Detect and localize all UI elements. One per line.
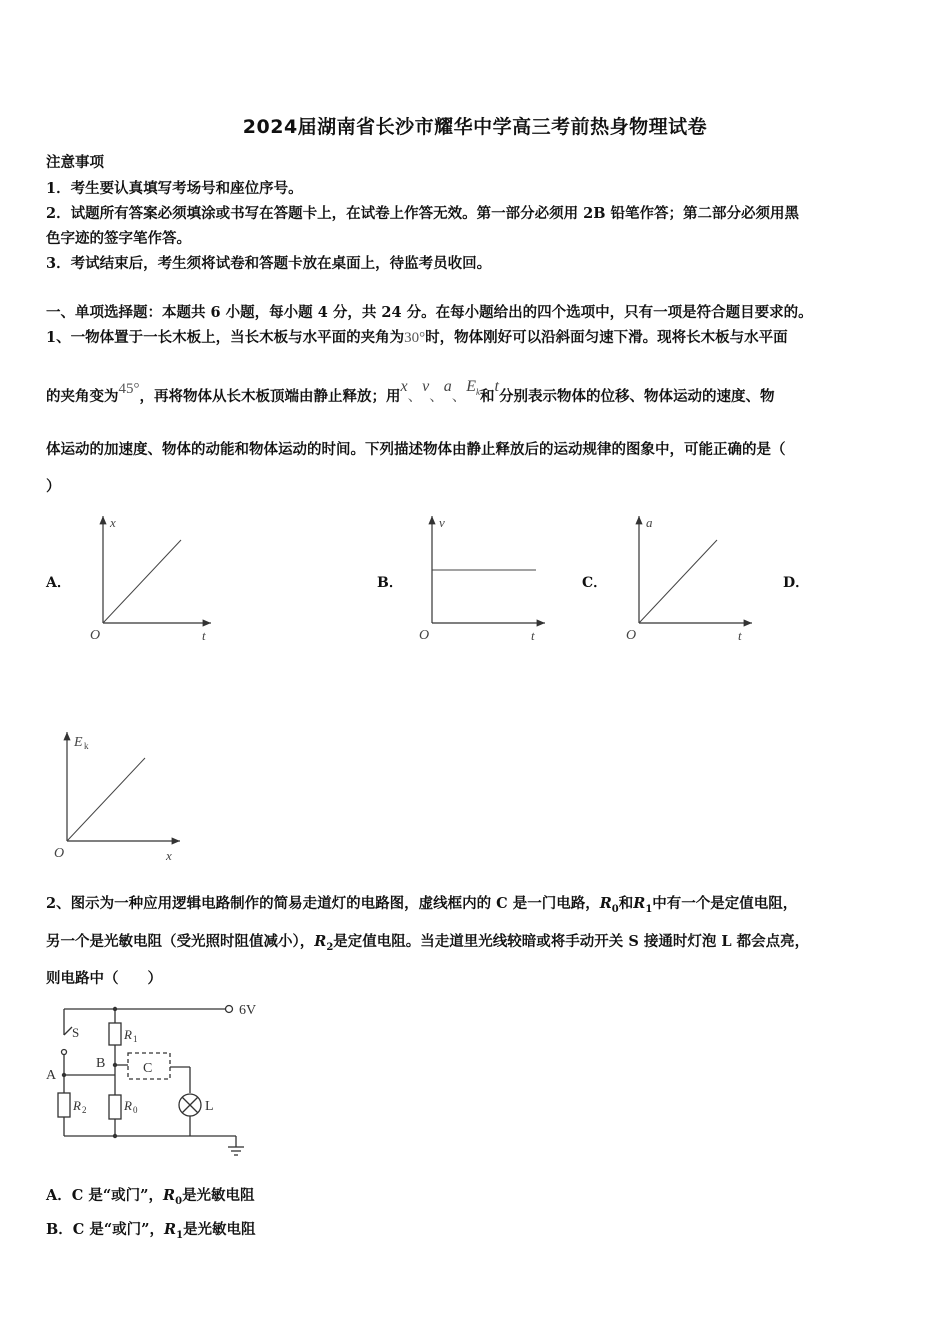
page-title: 2024届湖南省长沙市耀华中学高三考前热身物理试卷 [242,116,708,138]
q2-option-a[interactable]: A．C 是“或门”，$R_0$是光敏电阻 [46,1187,255,1207]
notice-item-2: 2．试题所有答案必须填涂或书写在答题卡上，在试卷上作答无效。第一部分必须用 2B 铅笔作答；第二部分必须用黑 [46,205,800,222]
q1-line1: 1、一物体置于一长木板上，当长木板与水平面的夹角为30°时，物体刚好可以沿斜面匀速下滑。现将长木板与水平面 [46,329,788,346]
graph-line [103,540,181,623]
y-label-sub: k [84,741,89,751]
x-label: t [531,628,535,643]
q2-line1: 2、图示为一种应用逻辑电路制作的简易走道灯的电路图，虚线框内的 C 是一门电路，$R_0$和$R_1$中有一个是定值电阻， [46,895,798,915]
option-b-label[interactable]: B． [377,575,403,591]
graph-line [639,540,717,623]
resistor-r2 [58,1093,70,1117]
resistor-r0 [109,1095,121,1119]
resistor-r1 [109,1023,121,1045]
angle-30: 30° [404,330,426,346]
angle-45: 45° [118,381,140,397]
terminal-6v [226,1006,233,1013]
svg-text:0: 0 [133,1105,138,1115]
y-label: v [439,515,445,530]
gate-c-label: C [143,1061,153,1076]
graph-line [67,758,145,841]
option-d-label[interactable]: D． [783,575,810,591]
origin-label: O [626,628,637,643]
r2-label: R [73,1098,81,1113]
notice-item-1: 1．考生要认真填写考场号和座位序号。 [46,180,303,197]
q2-line2: 另一个是光敏电阻（受光照时阻值减小），$R_2$是定值电阻。当走道里光线较暗或将手动开关 S 接通时灯泡 L 都会点亮， [46,933,810,953]
x-label: t [202,628,206,643]
graph-d [50,726,185,866]
lamp-label: L [205,1099,214,1114]
option-c-label[interactable]: C． [582,575,608,591]
section-heading: 一、单项选择题：本题共 6 小题，每小题 4 分，共 24 分。在每小题给出的四个选项中，只有一项是符合题目要求的。 [46,304,813,321]
q1-line3: 体运动的加速度、物体的动能和物体运动的时间。下列描述物体由静止释放后的运动规律的图象中，可能正确的是（ [46,441,786,458]
voltage-label: 6V [239,1003,257,1018]
origin-label: O [419,628,430,643]
y-label: E [74,735,83,750]
q2-line3: 则电路中（ ） [46,970,162,987]
q1-line4: ） [46,478,61,495]
origin-label: O [90,628,101,643]
graph-a [86,508,216,648]
x-label: t [738,628,742,643]
option-a-label[interactable]: A． [46,575,71,591]
y-label: a [646,515,653,530]
q1-line2: 的夹角变为45°，再将物体从长木板顶端由静止释放；用x、v、a、$E_k$和t分别表示物体的位移、物体运动的速度、物 [46,378,775,405]
svg-text:1: 1 [133,1034,138,1044]
y-label: x [110,515,116,530]
notice-item-3: 3．考试结束后，考生须将试卷和答题卡放在桌面上，待监考员收回。 [46,255,492,272]
notice-item-2-cont: 色字迹的签字笔作答。 [46,230,191,247]
origin-label: O [54,846,65,861]
r0-label: R [124,1098,132,1113]
graph-b [415,508,550,648]
circuit-diagram [40,995,280,1165]
svg-text:2: 2 [82,1105,87,1115]
r1-label: R [124,1027,132,1042]
switch-label: S [72,1025,80,1040]
q2-option-b[interactable]: B．C 是“或门”，$R_1$是光敏电阻 [46,1221,256,1241]
graph-c [622,508,757,648]
node-a-label: A [46,1068,57,1083]
notice-heading: 注意事项 [46,154,104,171]
node-b-label: B [96,1056,106,1071]
x-label: x [166,848,172,863]
